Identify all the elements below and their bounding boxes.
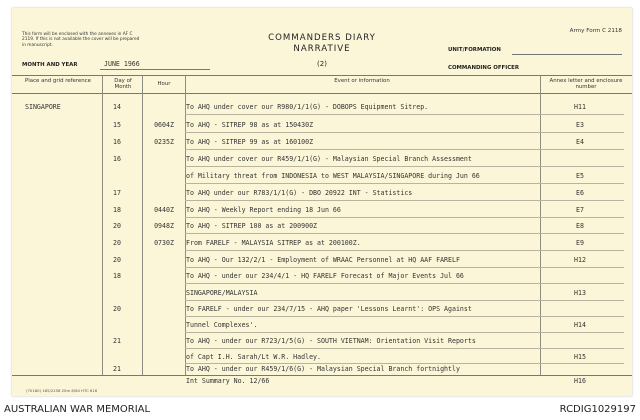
row-rule [185,267,624,268]
table-header-rule [12,93,632,94]
record-id: RCDIG1029197 [559,404,636,415]
row-rule [185,217,624,218]
header-place: Place and grid reference [25,78,91,84]
row-rule [185,332,624,333]
table-bottom-rule [12,375,632,376]
column-divider [102,75,103,375]
instruction-note: This form will be enclosed with the annexes in AF C 2119. If this is not available the cover will be prepared in manuscript. [22,32,140,48]
row-rule [185,250,624,251]
month-rule [100,69,210,70]
header-day: Day of Month [114,78,132,91]
month-year-value: JUNE 1966 [104,60,140,68]
row-rule [185,348,624,349]
page-number: (2) [317,60,327,68]
row-rule [185,132,624,133]
form-number: Army Form C 2118 [569,28,622,34]
month-year-label: MONTH AND YEAR [22,62,78,68]
table-top-rule [12,75,632,76]
row-rule [185,149,624,150]
diary-subtitle: NARRATIVE [293,44,351,54]
row-rule [185,316,624,317]
row-rule [185,114,624,115]
row-rule [185,200,624,201]
header-event: Event or information [334,78,390,84]
header-annex: Annex letter and enclosure number [549,78,623,91]
column-divider [142,75,143,375]
row-rule [185,183,624,184]
row-rule [185,283,624,284]
commanding-officer-label: COMMANDING OFFICER [448,65,519,71]
unit-rule [512,54,622,55]
diary-title: COMMANDERS DIARY [268,33,376,43]
archive-caption: AUSTRALIAN WAR MEMORIAL [4,404,151,415]
row-rule [185,363,624,364]
row-rule [185,166,624,167]
row-rule [185,300,624,301]
unit-label: UNIT/FORMATION [448,47,501,53]
diary-page: This form will be enclosed with the annexes in AF C 2119. If this is not available the cover will be prepared in manuscript. COMMANDERS DIARY NARRATIVE (2) Army Form C 2118 UNIT/FORMATION MONTH AND YEAR JUNE 1966 COMMANDING OFFICER Place and grid reference Day of Month Hour Event or information Annex letter and enclosure number SINGAPORE 14 To AHQ under cover our R980/1/1(G) - DOBOPS Equipment Sitrep. H11 15 0604Z To AHQ - SITREP 98 as at 150430Z E3 16 0235Z To AHQ - SITREP 99 as at 160100Z E4 16 To AHQ under cover our R459/1/1(G) - Malaysian Special Branch Assessment of Military threat from INDONESIA to WEST MALAYSIA/SINGAPORE during Jun 66 E5 17 To AHQ under our R783/1/1(G) - DBO 20922 INT - Statistics E6 18 0440Z To AHQ - Weekly Report ending 18 Jun 66 E7 20 0948Z To AHQ - SITREP 100 as at 200900Z E8 20 0730Z From FARELF - MALAYSIA SITREP as at 200100Z. E9 20 To AHQ - Our 132/2/1 - Employment of WRAAC Personnel at HQ AAF FARELF H12 18 To AHQ - under our 234/4/1 - HQ FARELF Forecast of Major Events Jul 66 SINGAPORE/MALAYSIA H13 20 To FARELF - under our 234/7/15 - AHQ paper 'Lessons Learnt': OPS Against Tunnel Complexes'. H14 21 To AHQ - under our R723/1/5(G) - SOUTH VIETNAM: Orientation Visit Reports of Capt I.H. Sarah/Lt W.R. Hadley. H15 21 To AHQ - under our R459/1/6(G) - Malaysian Special Branch fortnightly Int Summary No. 12/66 H16 (70180) 185/2258 20m 8/64 HTC 616 [12,8,632,396]
row-rule [185,233,624,234]
header-hour: Hour [157,81,171,87]
print-code: (70180) 185/2258 20m 8/64 HTC 616 [26,388,98,393]
